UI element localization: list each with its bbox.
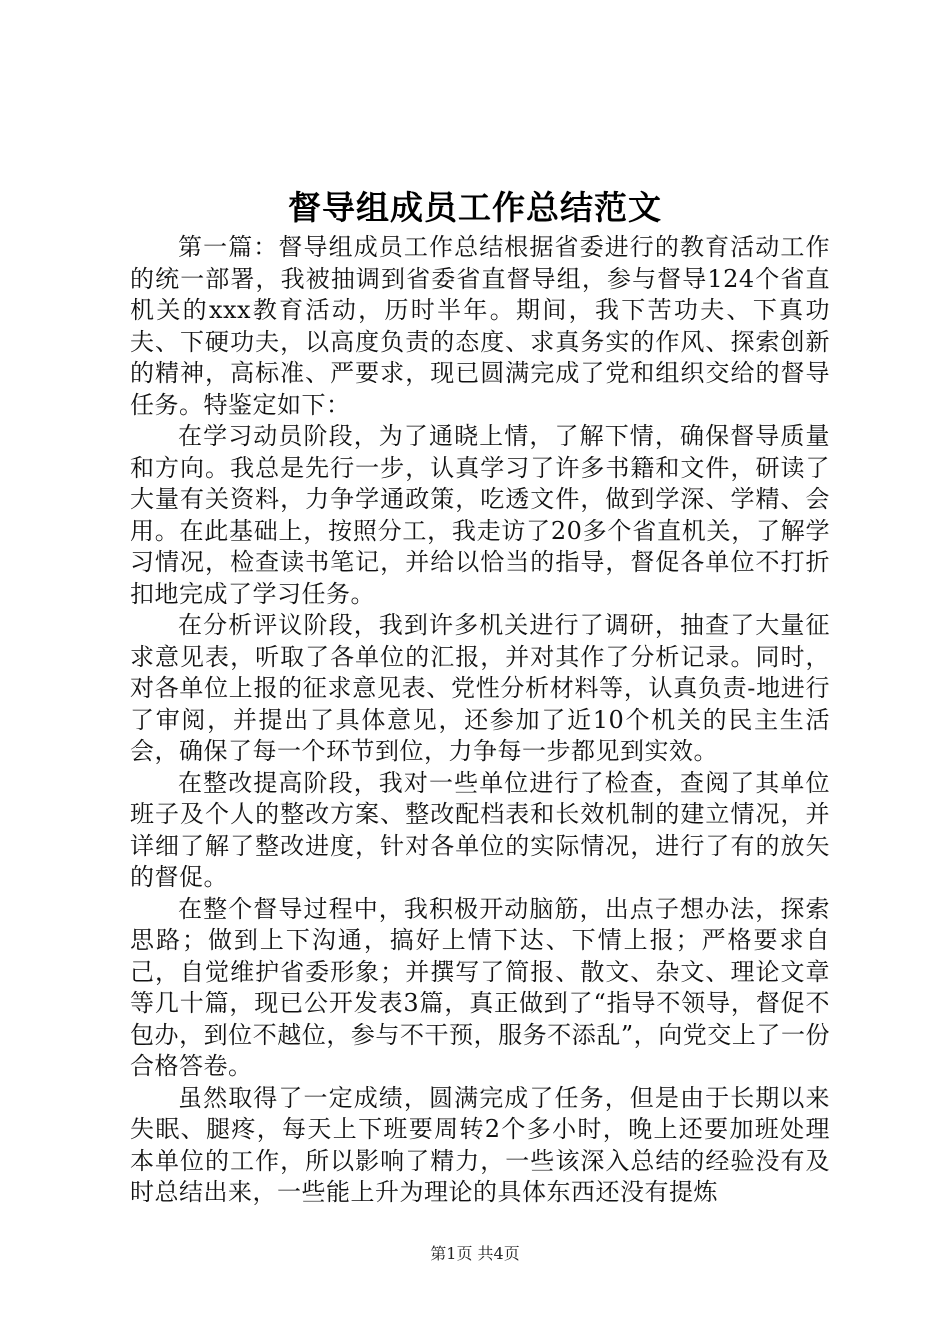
page-number-footer: 第1页 共4页	[430, 1244, 520, 1263]
paragraph-1: 第一篇：督导组成员工作总结根据省委进行的教育活动工作的统一部署，我被抽调到省委省直督导组，参与督导124个省直机关的xxx教育活动，历时半年。期间，我下苦功夫、下真功夫、下硬功夫，以高度负责的态度、求真务实的作风、探索创新的精神，高标准、严要求，现已圆满完成了党和组织交给的督导任务。特鉴定如下：	[130, 233, 830, 419]
paragraph-6: 虽然取得了一定成绩，圆满完成了任务，但是由于长期以来失眠、腿疼，每天上下班要周转2个多小时，晚上还要加班处理本单位的工作，所以影响了精力，一些该深入总结的经验没有及时总结出来，一些能上升为理论的具体东西还没有提炼	[130, 1083, 830, 1206]
paragraph-5: 在整个督导过程中，我积极开动脑筋，出点子想办法，探索思路；做到上下沟通，搞好上情下达、下情上报；严格要求自己，自觉维护省委形象；并撰写了简报、散文、杂文、理论文章等几十篇，现已公开发表3篇，真正做到了“指导不领导，督促不包办，到位不越位，参与不干预，服务不添乱”，向党交上了一份合格答卷。	[130, 894, 830, 1080]
paragraph-4: 在整改提高阶段，我对一些单位进行了检查，查阅了其单位班子及个人的整改方案、整改配档表和长效机制的建立情况，并详细了解了整改进度，针对各单位的实际情况，进行了有的放矢的督促。	[130, 768, 830, 891]
paragraph-3: 在分析评议阶段，我到许多机关进行了调研，抽查了大量征求意见表，听取了各单位的汇报，并对其作了分析记录。同时，对各单位上报的征求意见表、党性分析材料等，认真负责-地进行了审阅，并提出了具体意见，还参加了近10个机关的民主生活会，确保了每一个环节到位，力争每一步都见到实效。	[130, 611, 830, 765]
document-title: 督导组成员工作总结范文	[288, 188, 662, 227]
document-body	[130, 232, 830, 1209]
paragraph-2: 在学习动员阶段，为了通晓上情，了解下情，确保督导质量和方向。我总是先行一步，认真学习了许多书籍和文件，研读了大量有关资料，力争学通政策，吃透文件，做到学深、学精、会用。在此基础上，按照分工，我走访了20多个省直机关，了解学习情况，检查读书笔记，并给以恰当的指导，督促各单位不打折扣地完成了学习任务。	[130, 422, 830, 608]
